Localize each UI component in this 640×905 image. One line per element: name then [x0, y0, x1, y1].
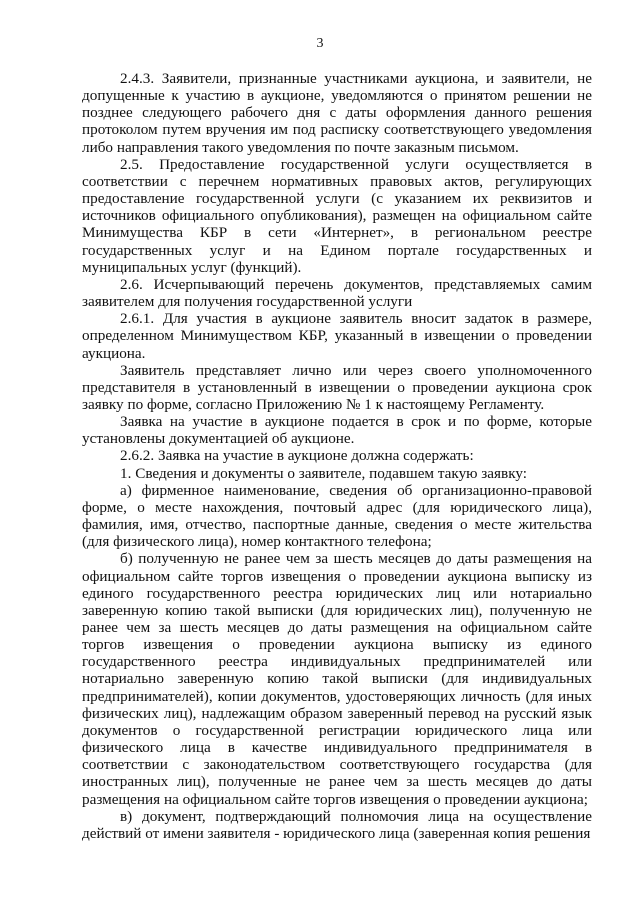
paragraph-item-v: в) документ, подтверждающий полномочия лица на осуществление действий от имени заявителя - юридического лица (заверенная копия решения	[82, 807, 592, 842]
paragraph-2-6: 2.6. Исчерпывающий перечень документов, представляемых самим заявителем для получения государственной услуги	[82, 275, 592, 311]
document-body	[82, 70, 592, 842]
paragraph-item-b: б) полученную не ранее чем за шесть месяцев до даты размещения на официальном сайте торгов извещения о проведении аукциона выписку из единого государственного реестра юридических лиц или нотариально заверенную копию такой выписки (для юридических лиц), полученную не ранее чем за шесть месяцев до даты размещения на официальном сайте торгов извещения о проведении аукциона выписку из единого государственного реестра индивидуальных предпринимателей или нотариально заверенную копию такой выписки (для индивидуальных предпринимателей), копии документов, удостоверяющих личность (для иных физических лиц), надлежащим образом заверенный перевод на русский язык документов о государственной регистрации юридического лица или физического лица в качестве индивидуального предпринимателя в соответствии с законодательством соответствующего государства (для иностранных лиц), полученные не ранее чем за шесть месяцев до даты размещения на официальном сайте торгов извещения о проведении аукциона;	[82, 550, 592, 808]
paragraph-2-6-2: 2.6.2. Заявка на участие в аукционе должна содержать:	[120, 447, 474, 465]
paragraph-application-filed: Заявка на участие в аукционе подается в срок и по форме, которые установлены документацией об аукционе.	[82, 413, 592, 448]
paragraph-2-4-3: 2.4.3. Заявители, признанные участниками аукциона, и заявители, не допущенные к участию в аукционе, уведомляются о принятом решении не позднее следующего рабочего дня с даты оформления данного решения протоколом путем вручения им под расписку соответствующего уведомления либо направления такого уведомления по почте заказным письмом.	[82, 70, 592, 156]
paragraph-applicant-submits: Заявитель представляет лично или через своего уполномоченного представителя в установленный в извещении о проведении аукциона срок заявку по форме, согласно Приложению № 1 к настоящему Регламенту.	[82, 361, 592, 413]
page-number: 3	[316, 36, 324, 51]
paragraph-2-6-1: 2.6.1. Для участия в аукционе заявитель вносит задаток в размере, определенном Минимуществом КБР, указанный в извещении о проведении аукциона.	[82, 310, 592, 362]
paragraph-item-1: 1. Сведения и документы о заявителе, подавшем такую заявку:	[120, 464, 527, 482]
paragraph-2-5: 2.5. Предоставление государственной услуги осуществляется в соответствии с перечнем нормативных правовых актов, регулирующих предоставление государственной услуги (с указанием их реквизитов и источников официального опубликования), размещен на официальном сайте Минимущества КБР в сети «Интернет», в региональном реестре государственных услуг и на Едином портале государственных и муниципальных услуг (функций).	[82, 155, 592, 276]
paragraph-item-a: а) фирменное наименование, сведения об организационно-правовой форме, о месте нахождения, почтовый адрес (для юридического лица), фамилия, имя, отчество, паспортные данные, сведения о месте жительства (для физического лица), номер контактного телефона;	[82, 481, 592, 551]
